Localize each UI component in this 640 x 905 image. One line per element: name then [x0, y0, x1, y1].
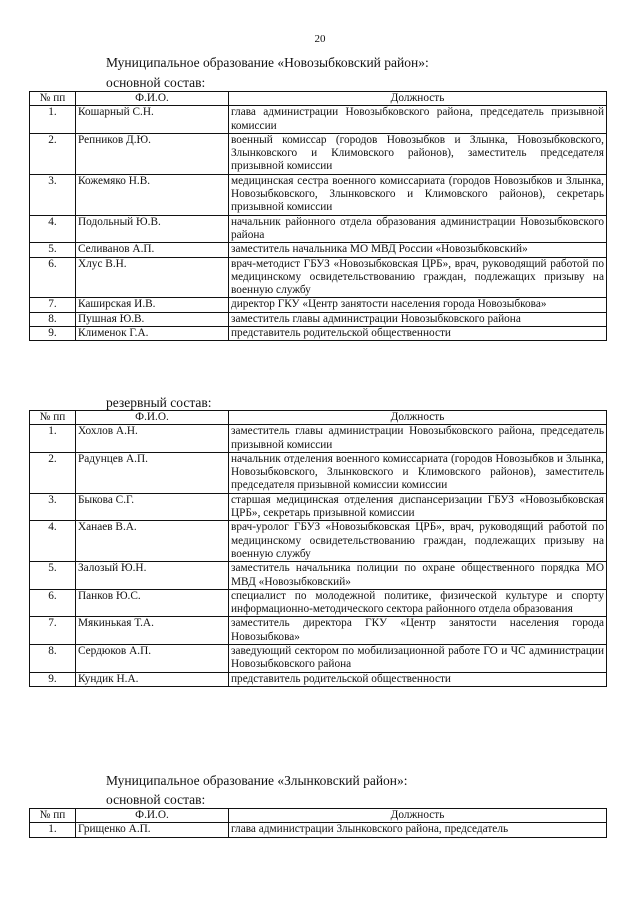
position-text: старшая медицинская отделения диспансеризации ГБУЗ «Новозыбковская ЦРБ», секретарь призывной комиссии [229, 493, 607, 521]
person-name: Кошарный С.Н. [76, 106, 229, 134]
table-row [30, 425, 607, 453]
position-text: глава администрации Злынковского района, председатель [229, 823, 607, 837]
table-row [30, 452, 607, 493]
person-name: Селиванов А.П. [76, 243, 229, 257]
table-row [30, 645, 607, 673]
row-number: 7. [30, 298, 76, 312]
header-number: № пп [30, 92, 76, 106]
header-position: Должность [229, 411, 607, 425]
header-name: Ф.И.О. [76, 92, 229, 106]
person-name: Каширская И.В. [76, 298, 229, 312]
row-number: 1. [30, 425, 76, 453]
row-number: 8. [30, 645, 76, 673]
table-row [30, 823, 607, 837]
person-name: Репников Д.Ю. [76, 133, 229, 174]
row-number: 7. [30, 617, 76, 645]
person-name: Грищенко А.П. [76, 823, 229, 837]
position-text: начальник районного отдела образования администрации Новозыбковского района [229, 215, 607, 243]
header-position: Должность [229, 809, 607, 823]
table-row [30, 133, 607, 174]
person-name: Хлус В.Н. [76, 257, 229, 298]
person-name: Залозый Ю.Н. [76, 562, 229, 590]
row-number: 2. [30, 452, 76, 493]
table-header-row [30, 92, 607, 106]
table-header-row [30, 411, 607, 425]
row-number: 3. [30, 493, 76, 521]
position-text: заместитель директора ГКУ «Центр занятости населения города Новозыбкова» [229, 617, 607, 645]
row-number: 5. [30, 243, 76, 257]
main-composition-label: основной состав: [106, 75, 206, 90]
person-name: Ханаев В.А. [76, 521, 229, 562]
table-row [30, 493, 607, 521]
person-name: Кундик Н.А. [76, 672, 229, 686]
position-text: заместитель главы администрации Новозыбковского района [229, 312, 607, 326]
header-name: Ф.И.О. [76, 809, 229, 823]
table-row [30, 215, 607, 243]
person-name: Хохлов А.Н. [76, 425, 229, 453]
table-row [30, 298, 607, 312]
position-text: заместитель начальника полиции по охране общественного порядка МО МВД «Новозыбковский» [229, 562, 607, 590]
reserve-composition-label: резервный состав: [106, 395, 212, 410]
row-number: 1. [30, 106, 76, 134]
position-text: военный комиссар (городов Новозыбков и Злынка, Новозыбковского, Злынковского и Климовского районов), заместитель председателя призывной комиссии [229, 133, 607, 174]
position-text: заведующий сектором по мобилизационной работе ГО и ЧС администрации Новозыбковского района [229, 645, 607, 673]
table-row [30, 589, 607, 617]
position-text: врач-методист ГБУЗ «Новозыбковская ЦРБ», врач, руководящий работой по медицинскому освидетельствованию граждан, подлежащих призыву на военную службу [229, 257, 607, 298]
person-name: Сердюков А.П. [76, 645, 229, 673]
person-name: Панков Ю.С. [76, 589, 229, 617]
position-text: специалист по молодежной политике, физической культуре и спорту информационно-методического сектора районного отдела образования [229, 589, 607, 617]
row-number: 8. [30, 312, 76, 326]
table-header-row [30, 809, 607, 823]
row-number: 6. [30, 257, 76, 298]
main-composition-table [29, 91, 607, 341]
table-row [30, 257, 607, 298]
position-text: представитель родительской общественности [229, 327, 607, 341]
table-row [30, 617, 607, 645]
person-name: Быкова С.Г. [76, 493, 229, 521]
table-row [30, 243, 607, 257]
reserve-composition-table [29, 410, 607, 687]
zlynka-main-table [29, 808, 607, 838]
zlynka-main-composition-label: основной состав: [106, 792, 206, 807]
row-number: 4. [30, 521, 76, 562]
table-row [30, 106, 607, 134]
person-name: Мякинькая Т.А. [76, 617, 229, 645]
position-text: заместитель начальника МО МВД России «Новозыбковский» [229, 243, 607, 257]
row-number: 5. [30, 562, 76, 590]
position-text: начальник отделения военного комиссариата (городов Новозыбков и Злынка, Новозыбковского, Злынковского и Климовского районов), заместитель председателя призывной комиссии комиссии [229, 452, 607, 493]
header-position: Должность [229, 92, 607, 106]
page-number: 20 [314, 33, 326, 45]
table-row [30, 562, 607, 590]
position-text: представитель родительской общественности [229, 672, 607, 686]
header-number: № пп [30, 809, 76, 823]
person-name: Кожемяко Н.В. [76, 174, 229, 215]
person-name: Пушная Ю.В. [76, 312, 229, 326]
position-text: директор ГКУ «Центр занятости населения города Новозыбкова» [229, 298, 607, 312]
table-row [30, 312, 607, 326]
table-row [30, 521, 607, 562]
person-name: Радунцев А.П. [76, 452, 229, 493]
row-number: 9. [30, 327, 76, 341]
row-number: 4. [30, 215, 76, 243]
section-heading-novozybkov: Муниципальное образование «Новозыбковский район»: [106, 55, 429, 70]
row-number: 9. [30, 672, 76, 686]
person-name: Подольный Ю.В. [76, 215, 229, 243]
person-name: Клименок Г.А. [76, 327, 229, 341]
row-number: 2. [30, 133, 76, 174]
header-name: Ф.И.О. [76, 411, 229, 425]
position-text: заместитель главы администрации Новозыбковского района, председатель призывной комиссии [229, 425, 607, 453]
row-number: 3. [30, 174, 76, 215]
position-text: врач-уролог ГБУЗ «Новозыбковская ЦРБ», врач, руководящий работой по медицинскому освидетельствованию граждан, подлежащих призыву на военную службу [229, 521, 607, 562]
section-heading-zlynka: Муниципальное образование «Злынковский район»: [106, 773, 408, 788]
header-number: № пп [30, 411, 76, 425]
table-row [30, 327, 607, 341]
table-row [30, 174, 607, 215]
position-text: медицинская сестра военного комиссариата (городов Новозыбков и Злынка, Новозыбковского, Злынковского и Климовского районов), секретарь призывной комиссии [229, 174, 607, 215]
row-number: 1. [30, 823, 76, 837]
table-row [30, 672, 607, 686]
position-text: глава администрации Новозыбковского района, председатель призывной комиссии [229, 106, 607, 134]
row-number: 6. [30, 589, 76, 617]
